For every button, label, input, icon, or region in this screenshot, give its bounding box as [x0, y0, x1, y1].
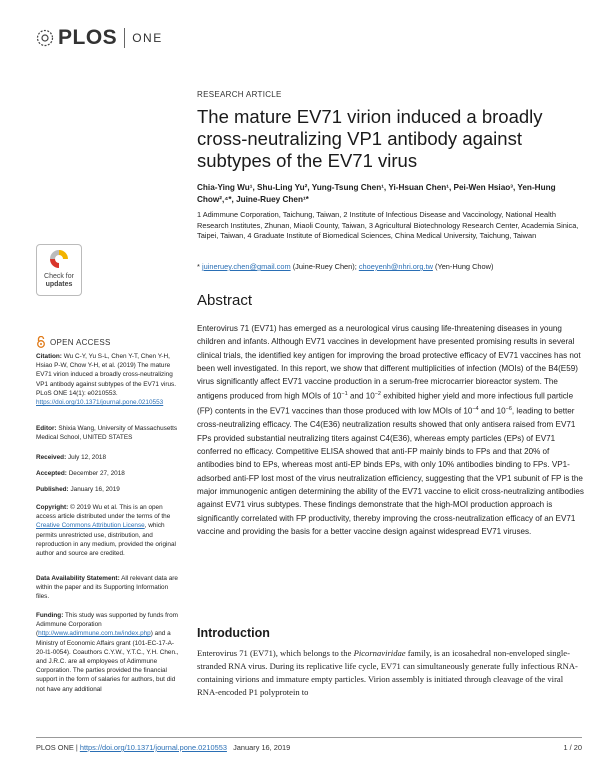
logo-journal: ONE: [132, 31, 163, 45]
logo-divider: [124, 28, 125, 48]
cc-license-link[interactable]: Creative Commons Attribution License: [36, 522, 145, 530]
plos-logo-icon: [36, 29, 54, 47]
citation-block: [36, 352, 181, 407]
open-lock-icon: [36, 336, 46, 348]
correspondence-name-2: (Yen-Hung Chow): [434, 262, 494, 271]
abstract-part-2: and 10: [347, 392, 375, 402]
open-access-text: OPEN ACCESS: [50, 337, 111, 347]
received-block: [36, 453, 181, 462]
intro-taxon: Picornaviridae: [353, 648, 406, 658]
copyright-text-end: , which permits unrestricted use, distribution, and reproduction in any medium, provided the original author and source are credited.: [36, 522, 176, 558]
citation-doi-link[interactable]: https://doi.org/10.1371/journal.pone.0210553: [36, 399, 164, 407]
introduction-text: [197, 647, 585, 699]
editor-block: [36, 424, 181, 442]
exponent-4: −6: [505, 406, 512, 413]
article-type: RESEARCH ARTICLE: [197, 90, 282, 99]
abstract-part-3: exhibited higher yield and more infectious full particle (FP) contents in the EV71 vaccines than those produced with low MOIs of 10: [197, 392, 574, 417]
footer-date: January 16, 2019: [226, 743, 291, 752]
editor-text: Shixia Wang, University of Massachusetts Medical School, UNITED STATES: [36, 425, 178, 442]
email-link-chow[interactable]: choeyenh@nhri.org.tw: [358, 262, 433, 271]
citation-label: Citation:: [36, 353, 62, 360]
exponent-3: −4: [472, 406, 479, 413]
data-availability-text: All relevant data are within the paper and its Supporting Information files.: [36, 575, 178, 601]
page-footer: [36, 737, 582, 752]
logo-brand: PLOS: [58, 26, 118, 49]
correspondence-name-1: (Juine-Ruey Chen);: [292, 262, 357, 271]
author-list: Chia-Ying Wu¹, Shu-Ling Yu², Yung-Tsung Chen¹, Yi-Hsuan Chen¹, Pei-Wen Hsiao³, Yen-Hung Chow²,⁴*, Juine-Ruey Chen¹*: [197, 183, 556, 204]
adimmune-link[interactable]: http://www.adimmune.com.tw/index.php: [38, 630, 151, 638]
check-for-updates-icon: [48, 248, 70, 270]
email-link-chen[interactable]: juineruey.chen@gmail.com: [201, 262, 291, 271]
editor-label: Editor:: [36, 425, 57, 432]
badge-line-2: updates: [45, 281, 73, 288]
exponent-1: −1: [341, 391, 348, 398]
intro-part-2: family, is an icosahedral non-enveloped single-stranded RNA virus. During its replicative life cycle, EV71 can simultaneously generate fully infectious RNA-containing virions and immature empty particles. Virion assembly is initiated through cleavage of the viral RNA-encoded P1 polyprotein to: [197, 648, 578, 697]
page-number: 1 / 20: [563, 743, 582, 752]
affiliations: 1 Adimmune Corporation, Taichung, Taiwan, 2 Institute of Infectious Disease and Vaccinology, National Health Research Institutes, Zhunan, Miaoli County, Taiwan, 3 Agricultural Biotechnology Research Center, Academia Sinica, Taipei, Taiwan, 4 Graduate Institute of Biomedical Sciences, China Medical University, Taichung, Taiwan: [197, 210, 579, 240]
published-label: Published:: [36, 486, 69, 493]
exponent-2: −2: [374, 391, 381, 398]
intro-part-1: Enterovirus 71 (EV71), which belongs to the: [197, 648, 354, 658]
introduction-heading: Introduction: [197, 626, 270, 640]
accepted-label: Accepted:: [36, 470, 67, 477]
asterisk: *: [197, 262, 202, 271]
abstract-part-1: Enterovirus 71 (EV71) has emerged as a neurological virus causing life-threatening diseases in young children and infants. Although EV71 vaccines in development have presented promising results in several clinical trials, the identified key antigen for improving the broad protective efficacy of EV71 vaccines has not been well investigated. In this report, we show that different multiplicities of infection (MOIs) of the B4(E59) virus significantly affect EV71 vaccine production in a serum-free microcarrier bioreactor system. The antigens produced from high MOIs of 10: [197, 324, 581, 402]
plos-one-logo[interactable]: [36, 26, 163, 50]
badge-line-1: Check for: [44, 273, 74, 280]
open-access-label: [36, 336, 111, 348]
data-availability-label: Data Availability Statement:: [36, 575, 120, 582]
footer-doi-link[interactable]: https://doi.org/10.1371/journal.pone.0210553: [79, 743, 227, 752]
abstract-part-5: , leading to better cross-neutralizing efficacy. The C4(E36) neutralization results showed that only antisera raised from EV71 FPs provided substantial neutralizing titers against C4(E36), whereas empty particles (EPs) of EV71 conferred no efficacy. Competitive ELISA showed that anti-FP mainly binds to FPs and that 20% of antibodies bind to EPs, whereas most anti-EP binds EPs, with only 10% antibodies binding to FPs. VP1-adsorbed anti-FP lost most of the virus neutralization efficiency, suggesting that the VP1 subunit of FP is the major immunogenic antigen determining the ability of the EV71 vaccine to elicit cross-neutralizing antibodies against EV71 virus subtypes. These findings demonstrate that the high-MOI production approach is significantly correlated with FP productivity, thereby improving the cross-neutralization efficacy of an EV71 vaccine and providing the basis for a better vaccine design against widespread EV71 viruses.: [197, 407, 584, 536]
published-date: January 16, 2019: [70, 486, 120, 493]
published-block: [36, 485, 181, 494]
received-label: Received:: [36, 454, 67, 461]
funding-text-end: ) and a Ministry of Economic Affairs grant (101-EC-17-A-20-I1-0054). Coauthors C.Y.W., Y.T.C., Y.H. Chen., and J.R.C. are all employees of Adimmune Corporation. The parties provided the financial support in the form of salaries for authors, but did not have any additional: [36, 630, 179, 693]
abstract-part-4: and 10: [478, 407, 506, 417]
funding-label: Funding:: [36, 612, 64, 619]
article-title: The mature EV71 virion induced a broadly cross-neutralizing VP1 antibody against subtypes of the EV71 virus: [197, 106, 543, 171]
footer-journal: PLOS ONE: [36, 743, 74, 752]
correspondence: [197, 262, 587, 271]
accepted-date: December 27, 2018: [68, 470, 125, 477]
funding-block: [36, 611, 181, 694]
footer-separator: |: [73, 743, 80, 752]
abstract-text: [197, 322, 585, 538]
copyright-label: Copyright:: [36, 504, 69, 511]
citation-text: Wu C-Y, Yu S-L, Chen Y-T, Chen Y-H, Hsiao P-W, Chow Y-H, et al. (2019) The mature EV71 virion induced a broadly cross-neutralizing VP1 antibody against subtypes of the EV71 virus. PLoS ONE 14(1): e0210553.: [36, 353, 176, 397]
received-date: July 12, 2018: [67, 454, 107, 461]
data-availability-block: [36, 574, 181, 602]
accepted-block: [36, 469, 181, 478]
copyright-block: [36, 503, 181, 558]
funding-text: This study was supported by funds from Adimmune Corporation (: [36, 612, 178, 638]
check-for-updates-badge[interactable]: [36, 244, 82, 296]
abstract-heading: Abstract: [197, 292, 253, 309]
copyright-text: © 2019 Wu et al. This is an open access article distributed under the terms of the: [36, 504, 171, 521]
